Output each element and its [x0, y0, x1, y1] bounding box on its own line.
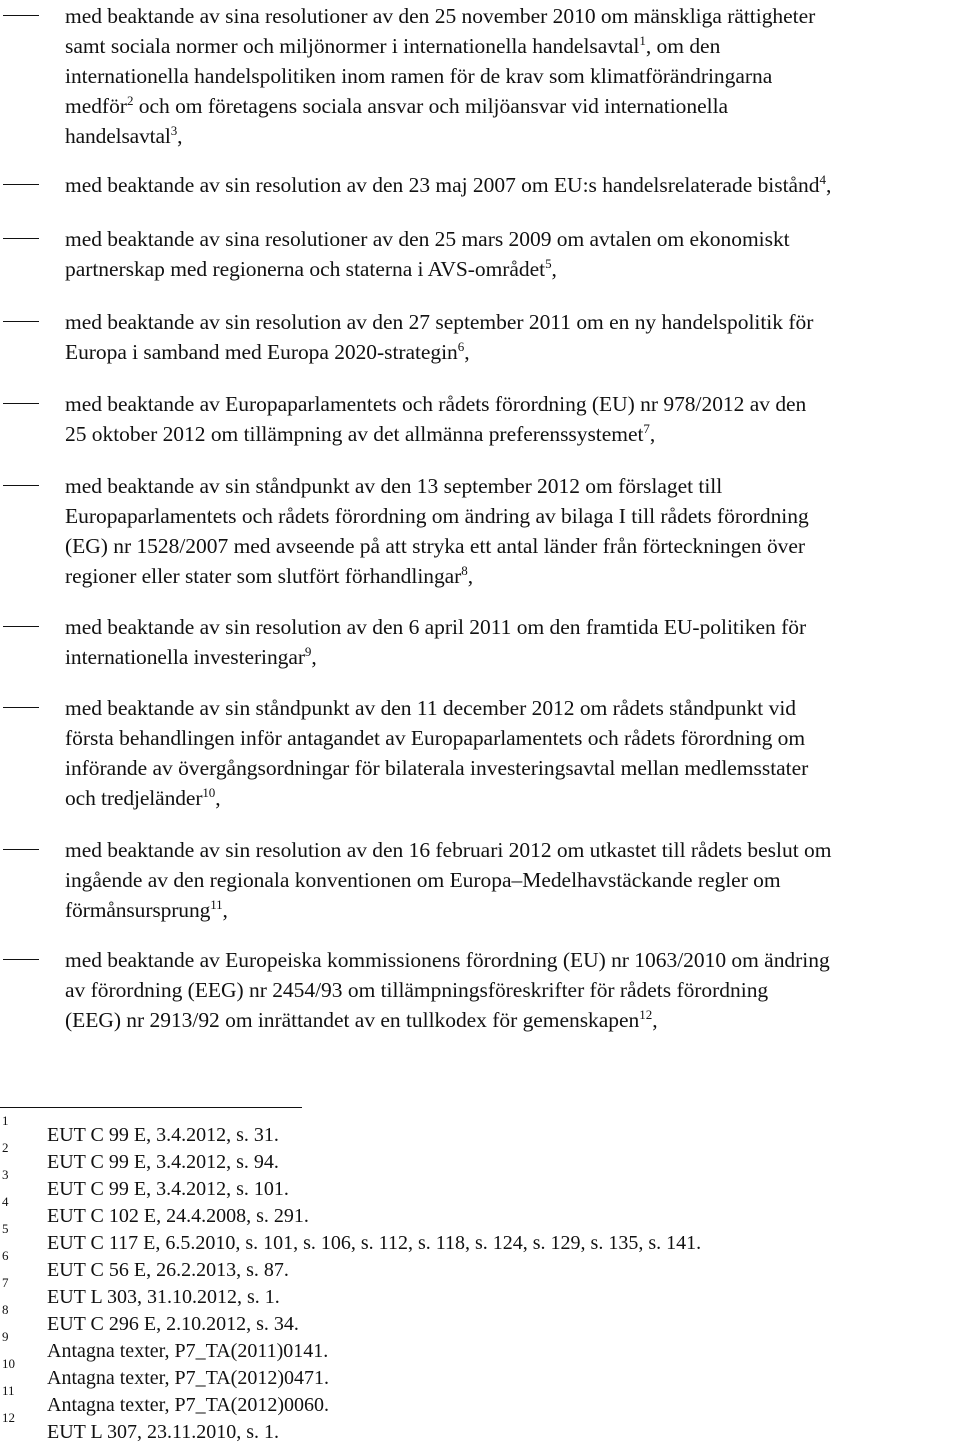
text-segment: med beaktande av sin ståndpunkt av den 11 december 2012 om rådets ståndpunkt vid [65, 696, 797, 720]
text-segment: , [222, 898, 228, 922]
footnote-number: 3 [2, 1167, 9, 1182]
citation-paragraph [65, 945, 955, 1035]
footnote-text: EUT C 99 E, 3.4.2012, s. 101. [47, 1178, 289, 1200]
text-segment: 25 oktober 2012 om tillämpning av det allmänna preferenssystemet [65, 422, 644, 446]
dash-bullet [3, 238, 39, 239]
text-line [65, 170, 955, 200]
text-segment: (EEG) nr 2913/92 om inrättandet av en tullkodex för gemenskapen [65, 1008, 640, 1032]
text-segment: , [177, 124, 183, 148]
text-line [65, 337, 955, 367]
footnote [0, 1329, 900, 1365]
text-segment: , [826, 173, 832, 197]
footnote-ref: 8 [461, 563, 468, 578]
text-segment: samt sociala normer och miljönormer i internationella handelsavtal [65, 34, 640, 58]
dash-bullet [3, 707, 39, 708]
citation-paragraph [65, 693, 955, 813]
text-segment: med beaktande av sin ståndpunkt av den 13 september 2012 om förslaget till [65, 474, 723, 498]
footnote-ref: 3 [170, 123, 178, 138]
footnote-separator [0, 1107, 302, 1108]
footnote [0, 1140, 900, 1176]
text-line [65, 307, 955, 337]
footnote [0, 1113, 900, 1149]
text-segment: med beaktande av sina resolutioner av den 25 mars 2009 om avtalen om ekonomiskt [65, 227, 790, 251]
footnote-number: 10 [2, 1356, 15, 1371]
footnote-ref: 11 [210, 897, 223, 912]
text-segment: med beaktande av Europaparlamentets och rådets förordning (EU) nr 978/2012 av den [65, 392, 807, 416]
text-line [65, 642, 955, 672]
footnote-number: 11 [2, 1383, 15, 1398]
text-line [65, 531, 955, 561]
text-line [65, 121, 955, 151]
dash-bullet [3, 485, 39, 486]
text-segment: internationella investeringar [65, 645, 305, 669]
dash-bullet [3, 15, 39, 16]
footnote-ref: 7 [643, 421, 650, 436]
text-line [65, 224, 955, 254]
footnote [0, 1410, 900, 1446]
footnote-ref: 12 [639, 1007, 653, 1022]
text-segment: handelsavtal [65, 124, 171, 148]
footnote-text: Antagna texter, P7_TA(2012)0060. [47, 1394, 329, 1416]
text-line [65, 835, 955, 865]
text-line [65, 975, 955, 1005]
footnote-text: EUT C 296 E, 2.10.2012, s. 34. [47, 1313, 299, 1335]
footnote-number: 7 [2, 1275, 9, 1290]
citation-paragraph [65, 170, 955, 200]
text-line [65, 693, 955, 723]
text-line [65, 895, 955, 925]
text-segment: Europaparlamentets och rådets förordning om ändring av bilaga I till rådets förordning [65, 504, 809, 528]
citation-paragraph [65, 612, 955, 672]
footnote-text: EUT C 117 E, 6.5.2010, s. 101, s. 106, s. 112, s. 118, s. 124, s. 129, s. 135, s. 141. [47, 1232, 702, 1254]
footnote-text: EUT C 56 E, 26.2.2013, s. 87. [47, 1259, 289, 1281]
dash-bullet [3, 959, 39, 960]
footnote [0, 1275, 900, 1311]
text-segment: ingående av den regionala konventionen om Europa–Medelhavstäckande regler om [65, 868, 781, 892]
text-segment: införande av övergångsordningar för bilaterala investeringsavtal mellan medlemsstater [65, 756, 809, 780]
text-line [65, 945, 955, 975]
text-segment: med beaktande av sina resolutioner av den 25 november 2010 om mänskliga rättigheter [65, 4, 816, 28]
footnote-ref: 1 [639, 33, 646, 48]
text-segment: förmånsursprung [65, 898, 211, 922]
text-segment: regioner eller stater som slutfört förhandlingar [65, 564, 462, 588]
text-segment: , [652, 1008, 658, 1032]
text-line [65, 31, 955, 61]
citation-paragraph [65, 471, 955, 591]
text-segment: av förordning (EEG) nr 2454/93 om tillämpningsföreskrifter för rådets förordning [65, 978, 769, 1002]
dash-bullet [3, 321, 39, 322]
footnote-number: 9 [2, 1329, 9, 1344]
text-line [65, 1005, 955, 1035]
text-segment: , om den [645, 34, 721, 58]
text-segment: , [551, 257, 557, 281]
footnote-number: 6 [2, 1248, 9, 1263]
footnote-text: EUT L 307, 23.11.2010, s. 1. [47, 1421, 280, 1443]
footnote-ref: 5 [545, 256, 552, 271]
text-segment: med beaktande av Europeiska kommissionens förordning (EU) nr 1063/2010 om ändring [65, 948, 830, 972]
text-line [65, 419, 955, 449]
dash-bullet [3, 403, 39, 404]
footnote [0, 1167, 900, 1203]
footnote [0, 1356, 900, 1392]
footnote-text: EUT C 102 E, 24.4.2008, s. 291. [47, 1205, 309, 1227]
dash-bullet [3, 626, 39, 627]
dash-bullet [3, 849, 39, 850]
text-segment: med beaktande av sin resolution av den 16 februari 2012 om utkastet till rådets beslut om [65, 838, 832, 862]
footnote-number: 1 [2, 1113, 9, 1128]
footnote-text: Antagna texter, P7_TA(2011)0141. [47, 1340, 329, 1362]
text-segment: , [467, 564, 474, 588]
footnote [0, 1248, 900, 1284]
citation-paragraph [65, 389, 955, 449]
text-line [65, 561, 955, 591]
footnote-number: 8 [2, 1302, 9, 1317]
footnote-text: EUT L 303, 31.10.2012, s. 1. [47, 1286, 280, 1308]
text-segment: med beaktande av sin resolution av den 27 september 2011 om en ny handelspolitik för [65, 310, 814, 334]
text-line [65, 723, 955, 753]
footnote [0, 1221, 900, 1257]
text-line [65, 753, 955, 783]
text-line [65, 501, 955, 531]
text-line [65, 1, 955, 31]
footnote-ref: 4 [819, 172, 826, 187]
text-line [65, 254, 955, 284]
text-segment: första behandlingen inför antagandet av Europaparlamentets och rådets förordning om [65, 726, 806, 750]
footnote-number: 4 [2, 1194, 9, 1209]
citation-paragraph [65, 835, 955, 925]
text-segment: (EG) nr 1528/2007 med avseende på att stryka ett antal länder från förteckningen över [65, 534, 806, 558]
footnote [0, 1302, 900, 1338]
footnote-text: EUT C 99 E, 3.4.2012, s. 31. [47, 1124, 279, 1146]
footnote-text: Antagna texter, P7_TA(2012)0471. [47, 1367, 329, 1389]
text-segment: och om företagens sociala ansvar och miljöansvar vid internationella [133, 94, 729, 118]
citation-paragraph [65, 224, 955, 284]
text-segment: , [215, 786, 221, 810]
citation-paragraph [65, 1, 955, 151]
text-segment: , [649, 422, 656, 446]
footnote-ref: 9 [304, 644, 312, 659]
text-line [65, 612, 955, 642]
text-line [65, 783, 955, 813]
text-segment: och tredjeländer [65, 786, 203, 810]
text-segment: internationella handelspolitiken inom ramen för de krav som klimatförändringarna [65, 64, 773, 88]
dash-bullet [3, 184, 39, 185]
text-line [65, 61, 955, 91]
footnote-ref: 2 [126, 93, 134, 108]
text-segment: , [464, 340, 470, 364]
citation-paragraph [65, 307, 955, 367]
text-line [65, 865, 955, 895]
text-segment: med beaktande av sin resolution av den 23 maj 2007 om EU:s handelsrelaterade bistånd [65, 173, 820, 197]
footnote-number: 12 [2, 1410, 15, 1425]
footnote [0, 1194, 900, 1230]
text-segment: partnerskap med regionerna och staterna i AVS-området [65, 257, 546, 281]
footnote-number: 2 [2, 1140, 9, 1155]
footnote [0, 1383, 900, 1419]
footnote-ref: 6 [457, 339, 465, 354]
text-segment: med beaktande av sin resolution av den 6 april 2011 om den framtida EU-politiken för [65, 615, 807, 639]
footnote-number: 5 [2, 1221, 9, 1236]
text-segment: medför [65, 94, 127, 118]
footnote-text: EUT C 99 E, 3.4.2012, s. 94. [47, 1151, 279, 1173]
text-segment: Europa i samband med Europa 2020-strategin [65, 340, 458, 364]
text-line [65, 471, 955, 501]
text-segment: , [311, 645, 317, 669]
text-line [65, 389, 955, 419]
footnote-ref: 10 [202, 785, 216, 800]
text-line [65, 91, 955, 121]
